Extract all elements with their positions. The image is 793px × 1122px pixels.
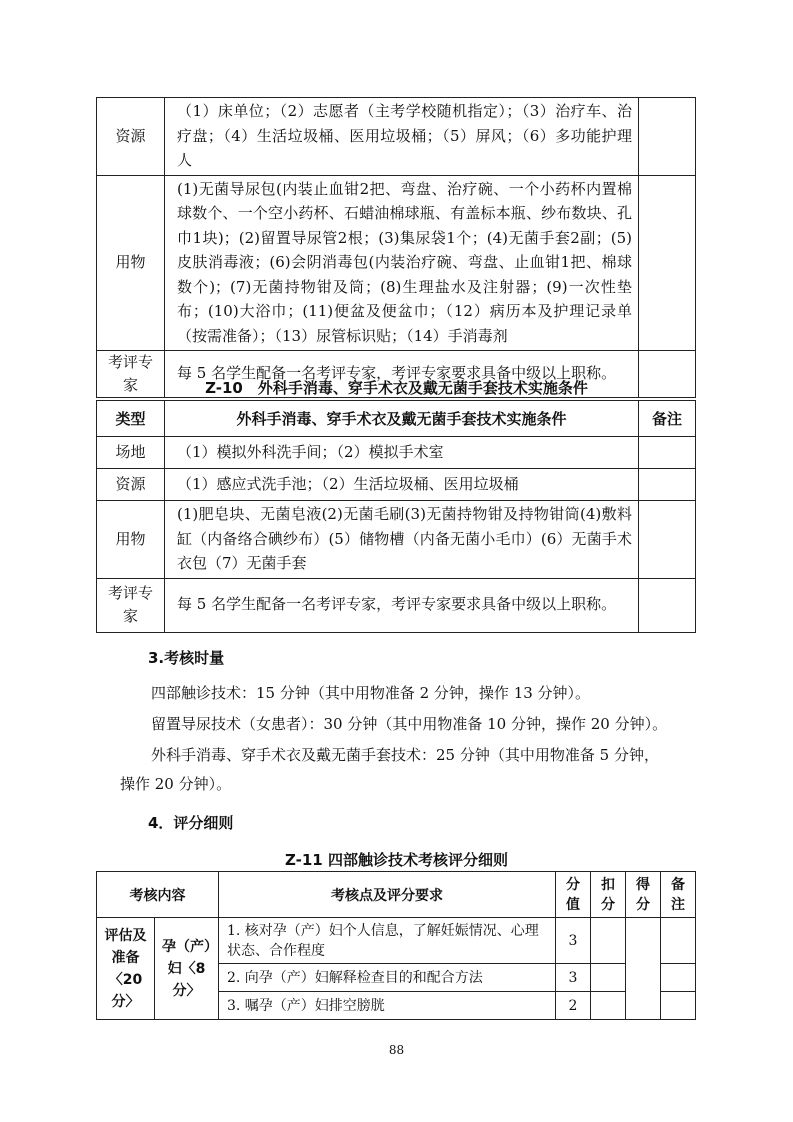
deduct-cell xyxy=(591,964,626,992)
row-content: （1）模拟外科洗手间；（2）模拟手术室 xyxy=(165,437,639,469)
row-content: 每 5 名学生配备一名考评专家，考评专家要求具备中级以上职称。 xyxy=(165,578,639,632)
header-conditions: 外科手消毒、穿手术衣及戴无菌手套技术实施条件 xyxy=(165,401,639,437)
exam-time-line: 四部触诊技术：15 分钟（其中用物准备 2 分钟，操作 13 分钟）。 xyxy=(151,684,591,702)
table-row xyxy=(97,469,696,501)
row-content: 每 5 名学生配备一名考评专家，考评专家要求具备中级以上职称。 xyxy=(165,351,639,398)
table-row xyxy=(97,501,696,579)
scoring-point: 3. 嘱孕（产）妇排空膀胱 xyxy=(219,992,556,1020)
note-cell xyxy=(661,992,696,1020)
row-content: (1)无菌导尿包(内装止血钳2把、弯盘、治疗碗、一个小药杯内置棉球数个、一个空小药杯、石蜡油棉球瓶、有盖标本瓶、纱布数块、孔巾1块)；(2)留置导尿管2根；(3)集尿袋1个；(4)无菌手套2副；(5)皮肤消毒液；(6)会阴消毒包(内装治疗碗、弯盘、止血钳1把、棉球数个)；(7)无菌持物钳及筒；(8)生理盐水及注射器；(9)一次性垫布；(10)大浴巾；(11)便盆及便盆巾；（12）病历本及护理记录单（按需准备）；（13）尿管标识贴；（14）手消毒剂 xyxy=(165,175,639,351)
get-cell xyxy=(626,918,661,1020)
header-get: 得分 xyxy=(626,872,661,918)
remark-cell xyxy=(639,437,696,469)
header-score: 分值 xyxy=(556,872,591,918)
scoring-point: 2. 向孕（产）妇解释检查目的和配合方法 xyxy=(219,964,556,992)
deduct-cell xyxy=(591,992,626,1020)
row-label: 用物 xyxy=(97,501,165,579)
score-value: 2 xyxy=(556,992,591,1020)
remark-cell xyxy=(639,175,696,351)
deduct-cell xyxy=(591,918,626,964)
table-caption-z10: Z-10 外科手消毒、穿手术衣及戴无菌手套技术实施条件 xyxy=(205,379,588,397)
table-row xyxy=(97,578,696,632)
section-heading-scoring: 4．评分细则 xyxy=(148,814,234,832)
row-label: 资源 xyxy=(97,469,165,501)
table-row xyxy=(97,175,696,351)
table-row xyxy=(97,437,696,469)
header-points: 考核点及评分要求 xyxy=(219,872,556,918)
header-remark: 备注 xyxy=(639,401,696,437)
header-deduct: 扣分 xyxy=(591,872,626,918)
scoring-point: 1. 核对孕（产）妇个人信息，了解妊娠情况、心理状态、合作程度 xyxy=(219,918,556,964)
exam-time-line: 外科手消毒、穿手术衣及戴无菌手套技术：25 分钟（其中用物准备 5 分钟， xyxy=(151,746,659,764)
row-label: 考评专家 xyxy=(97,351,165,398)
remark-cell xyxy=(639,98,696,176)
header-content: 考核内容 xyxy=(97,872,219,918)
note-cell xyxy=(661,964,696,992)
header-row xyxy=(97,872,696,918)
note-cell xyxy=(661,918,696,964)
row-label: 场地 xyxy=(97,437,165,469)
z10-conditions-table xyxy=(96,400,696,633)
row-label: 用物 xyxy=(97,175,165,351)
row-content: （1）床单位；（2）志愿者（主考学校随机指定）；（3）治疗车、治疗盘；（4）生活垃圾桶、医用垃圾桶；（5）屏风；（6）多功能护理人 xyxy=(165,98,639,176)
group-label: 评估及准备〈20 分〉 xyxy=(97,918,155,1020)
row-content: (1)肥皂块、无菌皂液(2)无菌毛刷(3)无菌持物钳及持物钳筒(4)敷料缸（内备络合碘纱布）(5）储物槽（内备无菌小毛巾）(6）无菌手术衣包（7）无菌手套 xyxy=(165,501,639,579)
remark-cell xyxy=(639,501,696,579)
page-number: 88 xyxy=(388,1043,405,1057)
exam-time-line: 留置导尿技术（女患者）：30 分钟（其中用物准备 10 分钟，操作 20 分钟）。 xyxy=(151,715,668,733)
row-label: 考评专家 xyxy=(97,578,165,632)
sub-label: 孕（产）妇〈8 分〉 xyxy=(155,918,219,1020)
header-row xyxy=(97,401,696,437)
row-label: 资源 xyxy=(97,98,165,176)
header-type: 类型 xyxy=(97,401,165,437)
remark-cell xyxy=(639,578,696,632)
resources-table xyxy=(96,97,696,398)
section-heading-exam-time: 3.考核时量 xyxy=(148,649,225,667)
table-row xyxy=(97,98,696,176)
score-value: 3 xyxy=(556,964,591,992)
z11-scoring-table xyxy=(96,871,696,1020)
table-row xyxy=(97,918,696,964)
table-caption-z11: Z-11 四部触诊技术考核评分细则 xyxy=(285,851,508,869)
remark-cell xyxy=(639,469,696,501)
header-note: 备注 xyxy=(661,872,696,918)
score-value: 3 xyxy=(556,918,591,964)
exam-time-line: 操作 20 分钟）。 xyxy=(120,775,232,793)
row-content: （1）感应式洗手池；（2）生活垃圾桶、医用垃圾桶 xyxy=(165,469,639,501)
